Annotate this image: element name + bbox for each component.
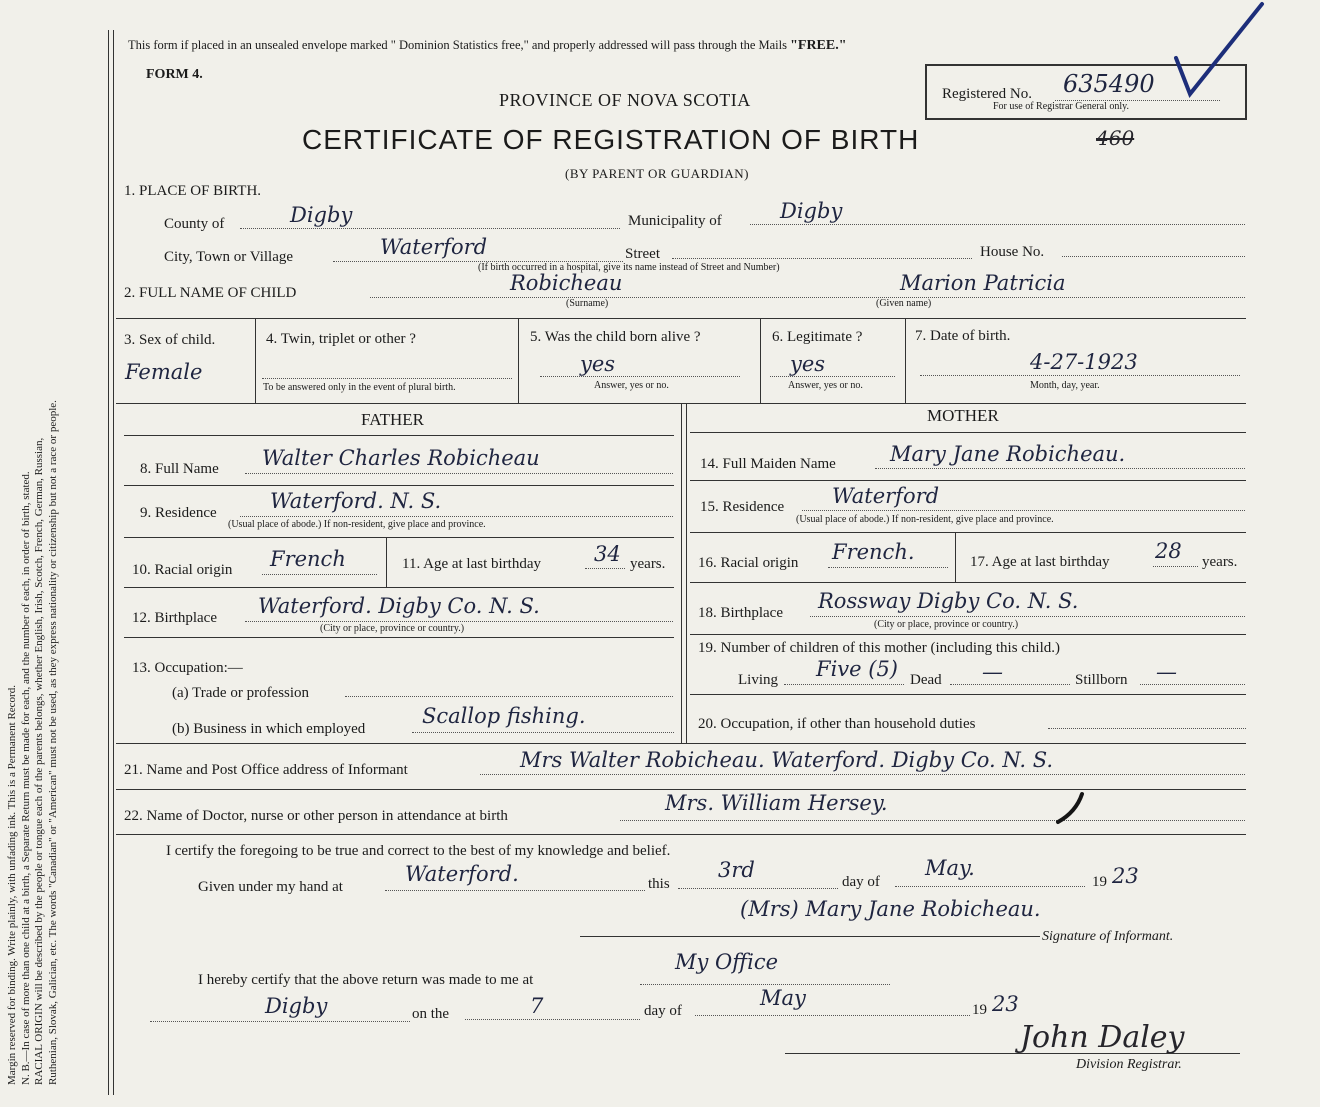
alive-value: yes — [580, 352, 616, 376]
mother-occupation-label: 20. Occupation, if other than household duties — [698, 716, 976, 732]
given-year: 23 — [1112, 864, 1139, 888]
municipality-value: Digby — [780, 199, 843, 223]
legitimate-line — [770, 376, 895, 377]
center-divider — [681, 403, 682, 743]
doctor-value: Mrs. William Hersey. — [665, 791, 888, 815]
margin-border-line — [108, 30, 109, 1095]
section-rule-1 — [116, 743, 1246, 744]
stillborn-line — [1140, 684, 1245, 685]
twin-note: To be answered only in the event of plural birth. — [263, 382, 456, 393]
row-top-line — [116, 318, 1246, 319]
informant-line — [480, 774, 1245, 775]
mother-residence-line — [802, 510, 1245, 511]
margin-border-line-inner — [113, 30, 114, 1095]
business-label: (b) Business in which employed — [172, 721, 366, 737]
registered-number: 635490 — [1063, 70, 1155, 98]
children-label: 19. Number of children of this mother (including this child.) — [698, 640, 1061, 656]
father-race-label: 10. Racial origin — [132, 562, 233, 578]
form-number: FORM 4. — [146, 67, 203, 82]
surname-caption: (Surname) — [566, 298, 609, 309]
trade-line — [345, 696, 673, 697]
father-rule-3 — [124, 537, 674, 538]
father-name-label: 8. Full Name — [140, 461, 219, 477]
street-line — [672, 258, 972, 259]
registered-label: Registered No. — [942, 86, 1032, 102]
mother-race-divider — [955, 532, 956, 582]
sex-label: 3. Sex of child. — [124, 332, 216, 348]
mother-rule-4 — [690, 582, 1246, 583]
legitimate-value: yes — [790, 352, 826, 376]
section-rule-3 — [116, 834, 1246, 835]
street-label: Street — [625, 246, 660, 262]
stillborn-label: Stillborn — [1075, 672, 1128, 688]
registrar-day-line — [465, 1019, 640, 1020]
margin-line-2: Ruthenian, Slovak, Galician, etc. The words "Canadian" or "American" must not be used, as they express nationality or citizenship but not a race or people. — [46, 400, 59, 1085]
row-divider-1 — [255, 318, 256, 403]
registrar-at-line — [640, 984, 890, 985]
row-divider-3 — [760, 318, 761, 403]
given-day-of-label: day of — [842, 874, 880, 890]
mother-rule-5 — [690, 634, 1246, 635]
father-race-line — [262, 574, 377, 575]
father-birthplace-label: 12. Birthplace — [132, 610, 217, 626]
child-surname: Robicheau — [510, 271, 623, 295]
mother-name-label: 14. Full Maiden Name — [700, 456, 836, 472]
signature-line — [580, 936, 1040, 937]
county-line — [240, 228, 620, 229]
father-residence-note: (Usual place of abode.) If non-resident, give place and province. — [228, 519, 486, 530]
mother-rule-6 — [690, 694, 1246, 695]
informant-signature-caption: Signature of Informant. — [1042, 929, 1174, 944]
dob-value: 4-27-1923 — [1030, 350, 1138, 374]
given-day-line — [678, 888, 838, 889]
given-place-line — [385, 890, 645, 891]
house-line — [1062, 256, 1245, 257]
house-label: House No. — [980, 244, 1045, 260]
mother-age-label: 17. Age at last birthday — [970, 554, 1110, 570]
county-label: County of — [164, 216, 225, 232]
given-month-line — [895, 886, 1085, 887]
mother-residence: Waterford — [832, 484, 940, 508]
father-name-line — [245, 473, 673, 474]
business-value: Scallop fishing. — [422, 704, 586, 728]
mother-name: Mary Jane Robicheau. — [890, 442, 1126, 466]
province-title: PROVINCE OF NOVA SCOTIA — [499, 90, 751, 110]
check-mark-icon — [1170, 0, 1270, 100]
father-birthplace: Waterford. Digby Co. N. S. — [258, 594, 540, 618]
stillborn-value: — — [1156, 660, 1177, 684]
father-age: 34 — [594, 542, 621, 566]
father-name: Walter Charles Robicheau — [262, 446, 540, 470]
father-residence: Waterford. N. S. — [270, 489, 442, 513]
father-age-label: 11. Age at last birthday — [402, 556, 541, 572]
doctor-line — [620, 820, 1245, 821]
this-label: this — [648, 876, 670, 892]
row-divider-2 — [518, 318, 519, 403]
twin-line — [262, 378, 512, 379]
father-residence-label: 9. Residence — [140, 505, 217, 521]
alive-line — [540, 376, 740, 377]
child-name-label: 2. FULL NAME OF CHILD — [124, 285, 297, 301]
certificate-subtitle: (BY PARENT OR GUARDIAN) — [565, 166, 750, 181]
registrar-year: 23 — [992, 992, 1019, 1016]
margin-instructions — [6, 25, 116, 1085]
alive-label: 5. Was the child born alive ? — [530, 329, 701, 345]
registrar-caption: Division Registrar. — [1076, 1057, 1182, 1072]
mail-notice-text: This form if placed in an unsealed envelope marked " Dominion Statistics free," and properly addressed will pass through the Mails — [128, 38, 787, 52]
registrar-on-label: on the — [412, 1006, 450, 1022]
doctor-label: 22. Name of Doctor, nurse or other person in attendance at birth — [124, 808, 508, 824]
sex-value: Female — [125, 360, 203, 384]
corner-number: 460 — [1096, 126, 1135, 150]
registrar-month-line — [695, 1015, 970, 1016]
mother-name-line — [875, 468, 1245, 469]
mother-birthplace: Rossway Digby Co. N. S. — [818, 589, 1079, 613]
living-value: Five (5) — [816, 657, 899, 681]
dead-label: Dead — [910, 672, 942, 688]
mother-race-label: 16. Racial origin — [698, 555, 799, 571]
father-rule-2 — [124, 485, 674, 486]
registrar-day: 7 — [530, 994, 544, 1018]
registrar-day-of-label: day of — [644, 1003, 682, 1019]
father-birthplace-line — [245, 621, 673, 622]
living-line — [784, 684, 904, 685]
municipality-label: Municipality of — [628, 213, 722, 229]
mother-birthplace-line — [810, 616, 1245, 617]
registrar-note: For use of Registrar General only. — [993, 101, 1129, 112]
given-place: Waterford. — [405, 862, 519, 886]
given-under-label: Given under my hand at — [198, 879, 343, 895]
mother-age: 28 — [1155, 539, 1182, 563]
father-birthplace-note: (City or place, province or country.) — [320, 623, 465, 634]
margin-line-4: Margin reserved for binding. Write plainly, with unfading ink. This is a Permanent Record. — [6, 685, 18, 1085]
father-residence-line — [240, 516, 673, 517]
alive-note: Answer, yes or no. — [594, 380, 669, 391]
registrar-signature: John Daley — [1020, 1020, 1185, 1055]
center-divider-inner — [686, 403, 687, 743]
occupation-label: 13. Occupation:— — [132, 660, 243, 676]
pen-stroke-mark — [1040, 788, 1100, 828]
father-race-divider — [386, 537, 387, 587]
father-rule-5 — [124, 637, 674, 638]
informant-label: 21. Name and Post Office address of Informant — [124, 762, 408, 778]
child-name-line — [370, 297, 1245, 298]
mail-notice — [128, 38, 847, 54]
mother-occupation-line — [1048, 728, 1246, 729]
mother-years: years. — [1202, 554, 1238, 570]
father-years: years. — [630, 556, 666, 572]
given-name-caption: (Given name) — [876, 298, 932, 309]
registrar-place: Digby — [265, 994, 328, 1018]
dead-line — [950, 684, 1070, 685]
given-day: 3rd — [718, 858, 755, 882]
father-rule-1 — [124, 435, 674, 436]
mother-residence-label: 15. Residence — [700, 499, 785, 515]
mother-birthplace-note: (City or place, province or country.) — [874, 619, 1019, 630]
dob-note: Month, day, year. — [1030, 380, 1100, 391]
mother-age-line — [1153, 566, 1198, 567]
mother-residence-note: (Usual place of abode.) If non-resident, give place and province. — [796, 514, 1054, 525]
twin-label: 4. Twin, triplet or other ? — [266, 331, 416, 347]
father-race: French — [270, 547, 346, 571]
city-label: City, Town or Village — [164, 249, 294, 265]
registrar-at: My Office — [675, 950, 779, 974]
given-month: May. — [925, 856, 975, 880]
mother-rule-3 — [690, 532, 1246, 533]
registrar-signature-line — [785, 1053, 1240, 1054]
margin-line-1: RACIAL ORIGIN will be described by the people or tongue each of the parents belongs, whether English, Irish, Scotch, French, German, Russian, — [33, 437, 45, 1085]
dob-line — [920, 375, 1240, 376]
father-rule-4 — [124, 587, 674, 588]
registrar-statement: I hereby certify that the above return was made to me at — [198, 972, 534, 988]
informant-signature: (Mrs) Mary Jane Robicheau. — [740, 897, 1041, 921]
place-of-birth-label: 1. PLACE OF BIRTH. — [124, 183, 262, 199]
registrar-month: May — [760, 986, 806, 1010]
mother-rule-2 — [690, 480, 1246, 481]
mother-rule-1 — [690, 432, 1246, 433]
city-value: Waterford — [380, 235, 488, 259]
father-age-line — [585, 568, 625, 569]
dead-value: — — [982, 660, 1003, 684]
row-divider-4 — [905, 318, 906, 403]
trade-label: (a) Trade or profession — [172, 685, 310, 701]
legitimate-label: 6. Legitimate ? — [772, 329, 863, 345]
mother-heading: MOTHER — [927, 406, 999, 425]
informant-value: Mrs Walter Robicheau. Waterford. Digby Co. N. S. — [520, 748, 1054, 772]
mother-birthplace-label: 18. Birthplace — [698, 605, 783, 621]
living-label: Living — [738, 672, 778, 688]
street-note: (If birth occurred in a hospital, give its name instead of Street and Number) — [478, 262, 780, 273]
county-value: Digby — [290, 203, 353, 227]
child-given-name: Marion Patricia — [900, 271, 1066, 295]
mother-race-line — [828, 567, 948, 568]
registrar-place-line — [150, 1021, 410, 1022]
given-year-prefix: 19 — [1092, 874, 1107, 890]
municipality-line — [750, 224, 1245, 225]
certify-statement: I certify the foregoing to be true and correct to the best of my knowledge and belief. — [166, 843, 671, 859]
registrar-year-prefix: 19 — [972, 1002, 987, 1018]
father-heading: FATHER — [361, 410, 424, 429]
business-line — [412, 732, 674, 733]
dob-label: 7. Date of birth. — [915, 328, 1011, 344]
certificate-title: CERTIFICATE OF REGISTRATION OF BIRTH — [302, 124, 920, 155]
mail-free: "FREE." — [790, 38, 847, 53]
legitimate-note: Answer, yes or no. — [788, 380, 863, 391]
mother-race: French. — [832, 540, 915, 564]
margin-line-3: N. B.—In case of more than one child at a birth, a Separate Return must be made for each, and the number of each, in order of birth, stated. — [19, 471, 32, 1085]
